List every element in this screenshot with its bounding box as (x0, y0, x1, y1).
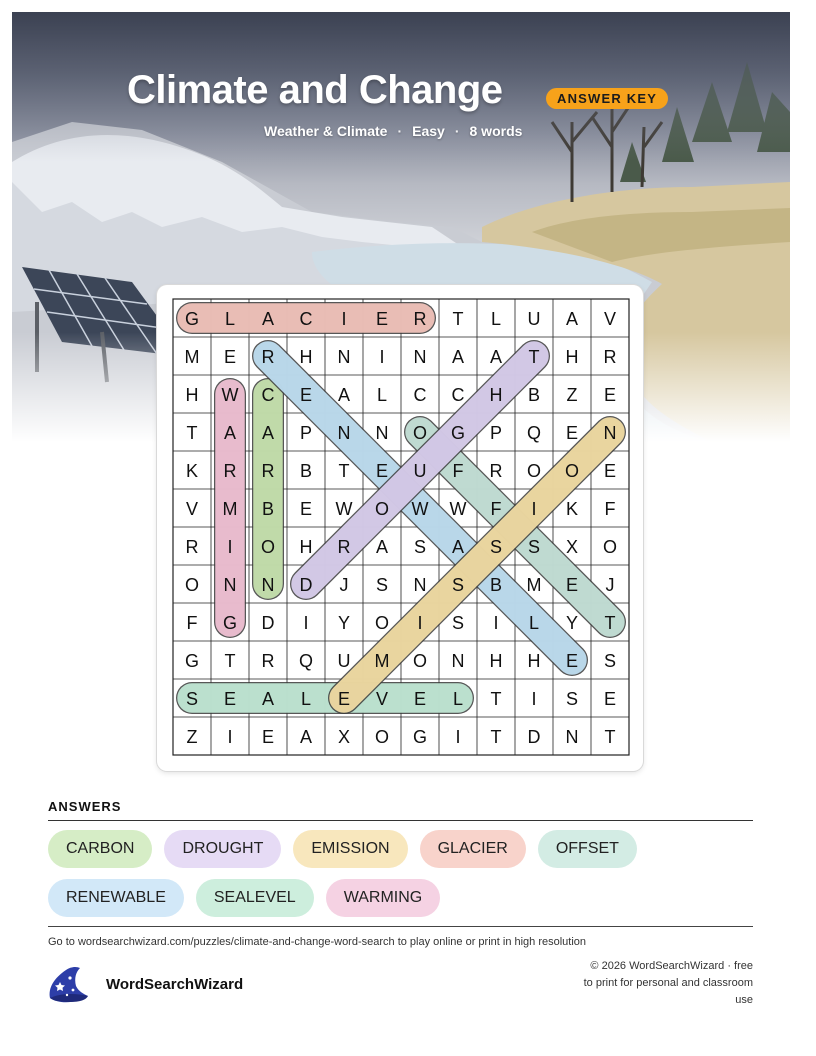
grid-letter: N (375, 423, 389, 443)
grid-letter: E (603, 461, 617, 481)
grid-letter: C (413, 385, 427, 405)
grid-letter: W (411, 499, 429, 519)
grid-letter: G (450, 423, 466, 443)
grid-letter: X (565, 537, 579, 557)
grid-letter: A (261, 309, 275, 329)
brand-name: WordSearchWizard (106, 975, 244, 993)
grid-letter: E (223, 347, 237, 367)
grid-letter: P (299, 423, 313, 443)
grid-letter: R (413, 309, 427, 329)
grid-letter: S (451, 613, 465, 633)
grid-letter: N (603, 423, 617, 443)
grid-letter: E (565, 651, 579, 671)
grid-letter: W (335, 499, 353, 519)
grid-letter: A (223, 423, 237, 443)
grid-letter: S (565, 689, 579, 709)
grid-letter: E (299, 385, 313, 405)
grid-letter: R (261, 651, 275, 671)
grid-letter: S (527, 537, 541, 557)
grid-letter: L (300, 689, 312, 709)
grid-letter: R (489, 461, 503, 481)
grid-letter: D (299, 575, 313, 595)
grid-letter: A (261, 423, 275, 443)
grid-letter: J (339, 575, 349, 595)
grid-letter: F (186, 613, 198, 633)
grid-letter: I (493, 613, 499, 633)
grid-letter: L (224, 309, 236, 329)
grid-letter: O (374, 499, 390, 519)
grid-letter: E (375, 309, 389, 329)
grid-letter: G (222, 613, 238, 633)
grid-letter: Z (186, 727, 198, 747)
grid-letter: E (261, 727, 275, 747)
grid-letter: Q (298, 651, 314, 671)
grid-letter: M (526, 575, 542, 595)
grid-letter: I (341, 309, 347, 329)
answer-key-badge: ANSWER KEY (546, 88, 668, 109)
grid-letter: E (565, 423, 579, 443)
grid-letter: E (223, 689, 237, 709)
grid-letter: S (489, 537, 503, 557)
word-search-grid (157, 285, 643, 771)
puzzle-title: Climate and Change (127, 68, 503, 112)
grid-letter: T (490, 689, 502, 709)
grid-letter: R (223, 461, 237, 481)
grid-letter: A (451, 537, 465, 557)
grid-letter: S (413, 537, 427, 557)
grid-letter: O (564, 461, 580, 481)
answers-divider (48, 820, 753, 821)
grid-letter: I (531, 499, 537, 519)
grid-letter: I (417, 613, 423, 633)
difficulty-label: Easy (412, 123, 445, 139)
grid-letter: E (603, 689, 617, 709)
wizard-hat-icon (46, 964, 92, 1004)
grid-letter: T (604, 613, 616, 633)
grid-letter: T (490, 727, 502, 747)
grid-letter: Y (565, 613, 579, 633)
grid-letter: K (565, 499, 579, 519)
footer-divider (48, 926, 753, 927)
grid-letter: R (261, 347, 275, 367)
grid-letter: A (489, 347, 503, 367)
grid-letter: A (299, 727, 313, 747)
grid-letter: O (374, 727, 390, 747)
grid-letter: H (565, 347, 579, 367)
grid-letter: O (602, 537, 618, 557)
grid-letter: H (299, 537, 313, 557)
grid-letter: O (374, 613, 390, 633)
grid-letter: O (412, 423, 428, 443)
answer-pill-carbon: CARBON (48, 830, 152, 868)
grid-letter: N (223, 575, 237, 595)
answer-pill-offset: OFFSET (538, 830, 637, 868)
grid-letter: I (455, 727, 461, 747)
grid-letter: S (185, 689, 199, 709)
grid-letter: S (603, 651, 617, 671)
grid-letter: H (489, 385, 503, 405)
grid-letter: J (605, 575, 615, 595)
grid-letter: N (413, 347, 427, 367)
grid-letter: H (185, 385, 199, 405)
answer-pill-renewable: RENEWABLE (48, 879, 184, 917)
grid-letter: N (413, 575, 427, 595)
grid-letter: M (374, 651, 390, 671)
grid-letter: E (413, 689, 427, 709)
grid-letter: A (375, 537, 389, 557)
grid-letter: Y (337, 613, 351, 633)
answer-pill-glacier: GLACIER (420, 830, 526, 868)
grid-letter: U (527, 309, 541, 329)
word-count-label: 8 words (469, 123, 523, 139)
grid-letter: D (527, 727, 541, 747)
grid-letter: T (604, 727, 616, 747)
grid-letter: E (337, 689, 351, 709)
grid-letter: A (451, 347, 465, 367)
grid-letter: V (375, 689, 389, 709)
grid-letter: A (337, 385, 351, 405)
grid-letter: F (452, 461, 464, 481)
grid-letter: G (184, 651, 200, 671)
grid-letter: E (565, 575, 579, 595)
grid-letter: I (303, 613, 309, 633)
play-online-link[interactable]: Go to wordsearchwizard.com/puzzles/climate-and-change-word-search to play online or print in high resolution (48, 936, 587, 948)
grid-letter: E (603, 385, 617, 405)
grid-letter: H (527, 651, 541, 671)
grid-letter: C (261, 385, 275, 405)
category-label: Weather & Climate (264, 123, 388, 139)
grid-letter: V (185, 499, 199, 519)
grid-letter: N (337, 347, 351, 367)
grid-letter: G (412, 727, 428, 747)
grid-letter: M (222, 499, 238, 519)
grid-letter: V (603, 309, 617, 329)
grid-letter: H (489, 651, 503, 671)
grid-letter: C (299, 309, 313, 329)
grid-letter: I (227, 537, 233, 557)
grid-letter: L (490, 309, 502, 329)
grid-letter: T (186, 423, 198, 443)
meta-separator: · (454, 123, 460, 139)
grid-letter: R (603, 347, 617, 367)
grid-letter: P (489, 423, 503, 443)
grid-letter: E (299, 499, 313, 519)
grid-letter: O (412, 651, 428, 671)
grid-letter: I (531, 689, 537, 709)
meta-separator: · (397, 123, 403, 139)
grid-letter: O (526, 461, 542, 481)
grid-letter: X (337, 727, 351, 747)
grid-letter: K (185, 461, 199, 481)
grid-letter: N (261, 575, 275, 595)
grid-letter: T (452, 309, 464, 329)
grid-letter: G (184, 309, 200, 329)
grid-letter: B (527, 385, 541, 405)
grid-letter: O (260, 537, 276, 557)
grid-letter: N (337, 423, 351, 443)
grid-letter: L (528, 613, 540, 633)
grid-letter: W (221, 385, 239, 405)
brand-logo[interactable] (46, 964, 243, 1004)
answer-pill-drought: DROUGHT (164, 830, 281, 868)
grid-letter: B (489, 575, 503, 595)
grid-letter: L (376, 385, 388, 405)
answer-pill-sealevel: SEALEVEL (196, 879, 314, 917)
grid-letter: C (451, 385, 465, 405)
answers-heading: ANSWERS (48, 799, 122, 814)
grid-letter: D (261, 613, 275, 633)
grid-letter: S (375, 575, 389, 595)
grid-letter: Z (566, 385, 578, 405)
answer-pill-warming: WARMING (326, 879, 441, 917)
grid-letter: T (528, 347, 540, 367)
grid-letter: U (413, 461, 427, 481)
grid-letter: A (261, 689, 275, 709)
grid-letter: T (338, 461, 350, 481)
grid-letter: O (184, 575, 200, 595)
copyright-notice: © 2026 WordSearchWizard · free to print for personal and classroom use (583, 960, 753, 1006)
grid-letter: R (337, 537, 351, 557)
grid-letter: F (604, 499, 616, 519)
puzzle-card (157, 285, 643, 771)
grid-letter: U (337, 651, 351, 671)
grid-letter: Q (526, 423, 542, 443)
grid-letter: E (375, 461, 389, 481)
grid-letter: M (184, 347, 200, 367)
grid-letter: I (227, 727, 233, 747)
grid-letter: R (185, 537, 199, 557)
grid-letter: S (451, 575, 465, 595)
grid-letter: B (299, 461, 313, 481)
grid-letter: T (224, 651, 236, 671)
grid-letter: F (490, 499, 502, 519)
answer-pill-emission: EMISSION (293, 830, 407, 868)
grid-letter: R (261, 461, 275, 481)
grid-letter: B (261, 499, 275, 519)
answer-word-list (48, 830, 753, 917)
grid-letter: L (452, 689, 464, 709)
grid-letter: W (449, 499, 467, 519)
grid-letter: I (379, 347, 385, 367)
grid-letter: N (565, 727, 579, 747)
puzzle-meta (264, 123, 522, 139)
grid-letter: H (299, 347, 313, 367)
grid-letter: N (451, 651, 465, 671)
grid-letter: A (565, 309, 579, 329)
